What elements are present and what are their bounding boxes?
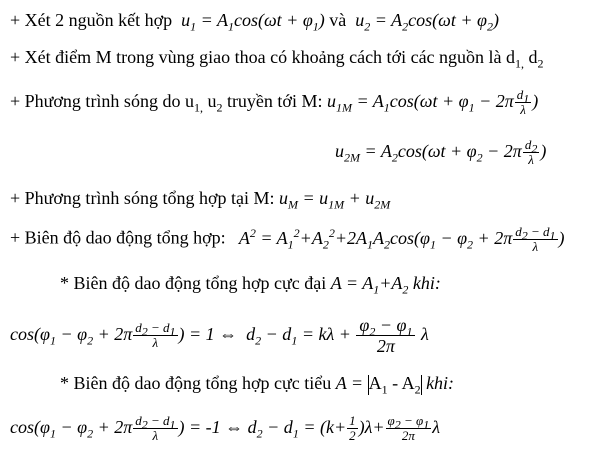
line-sources-text: + Xét 2 nguồn kết hợp — [10, 10, 173, 30]
line-wave-u1m — [10, 88, 538, 117]
line-max-equation — [10, 315, 429, 356]
line-max-condition-text: * Biên độ dao động tổng hợp cực đại — [60, 273, 327, 293]
line-amplitude-equation: $A^2 = A_1^2+A_2^2+2A_1A_2\cos(\varphi_1 - \varphi_2 + 2\pi$ $\frac{d_2 - d_1}{\lambda}$ ) — [230, 224, 565, 254]
line-amplitude-text: + Biên độ dao động tổng hợp: — [10, 227, 226, 248]
line-resultant-wave-text: + Phương trình sóng tổng hợp tại M: — [10, 188, 275, 208]
line-max-equation-formula: $\cos(\varphi_1 - \varphi_2 + 2\pi$ $\frac{d_2 - d_1}{\lambda}$ ) = 1 ⇔ $d_2 - d_1 = k\lambda$ + $\frac{\varphi_2 - \varphi_1}{2\pi}$ λ — [10, 315, 429, 356]
line-sources-equation: $u_1 = A_1\cos(\omega t + \varphi_1)$ và $u_2 = A_2\cos(\omega t + \varphi_2)$ — [176, 10, 499, 34]
line-resultant-wave-equation: $u_M = u_{1M} + u_{2M}$ — [278, 188, 391, 212]
line-wave-u1m-equation: $u_{1M} = A_1\cos(\omega t + \varphi_1 - 2\pi$ $\frac{d_1}{\lambda}$ ) — [326, 87, 539, 117]
line-min-condition — [60, 372, 454, 395]
line-sources — [10, 9, 499, 34]
line-wave-u1m-text: + Phương trình sóng do $u_{1,}$ $u_2$ truyền tới M: — [10, 90, 323, 115]
line-min-condition-equation: $A = A_1 - A_2$ khi: — [335, 373, 455, 397]
line-point-m-text: + Xét điểm M trong vùng giao thoa có khoảng cách tới các nguồn là $d_{1,}$ $d_2$ — [10, 47, 544, 71]
line-wave-u2m — [335, 138, 546, 167]
line-max-condition-equation: $A = A_1+A_2$ khi: — [330, 273, 441, 297]
line-min-condition-text: * Biên độ dao động tổng hợp cực tiểu — [60, 373, 332, 393]
line-min-equation — [10, 414, 440, 443]
line-min-equation-formula: $\cos(\varphi_1 - \varphi_2 + 2\pi$ $\frac{d_2 - d_1}{\lambda}$ ) = -1 ⇔ $d_2 - d_1 = (k+$ $\frac{1}{2}$ )λ+ $\frac{\varphi_2 - \varphi_1}{2\pi}$ λ — [10, 413, 440, 443]
line-wave-u2m-equation: $u_{2M} = A_2\cos(\omega t + \varphi_2 - 2\pi$ $\frac{d_2}{\lambda}$ ) — [335, 137, 547, 167]
line-point-m — [10, 46, 544, 71]
line-max-condition — [60, 272, 441, 297]
line-amplitude — [10, 225, 565, 254]
line-resultant-wave — [10, 187, 391, 212]
